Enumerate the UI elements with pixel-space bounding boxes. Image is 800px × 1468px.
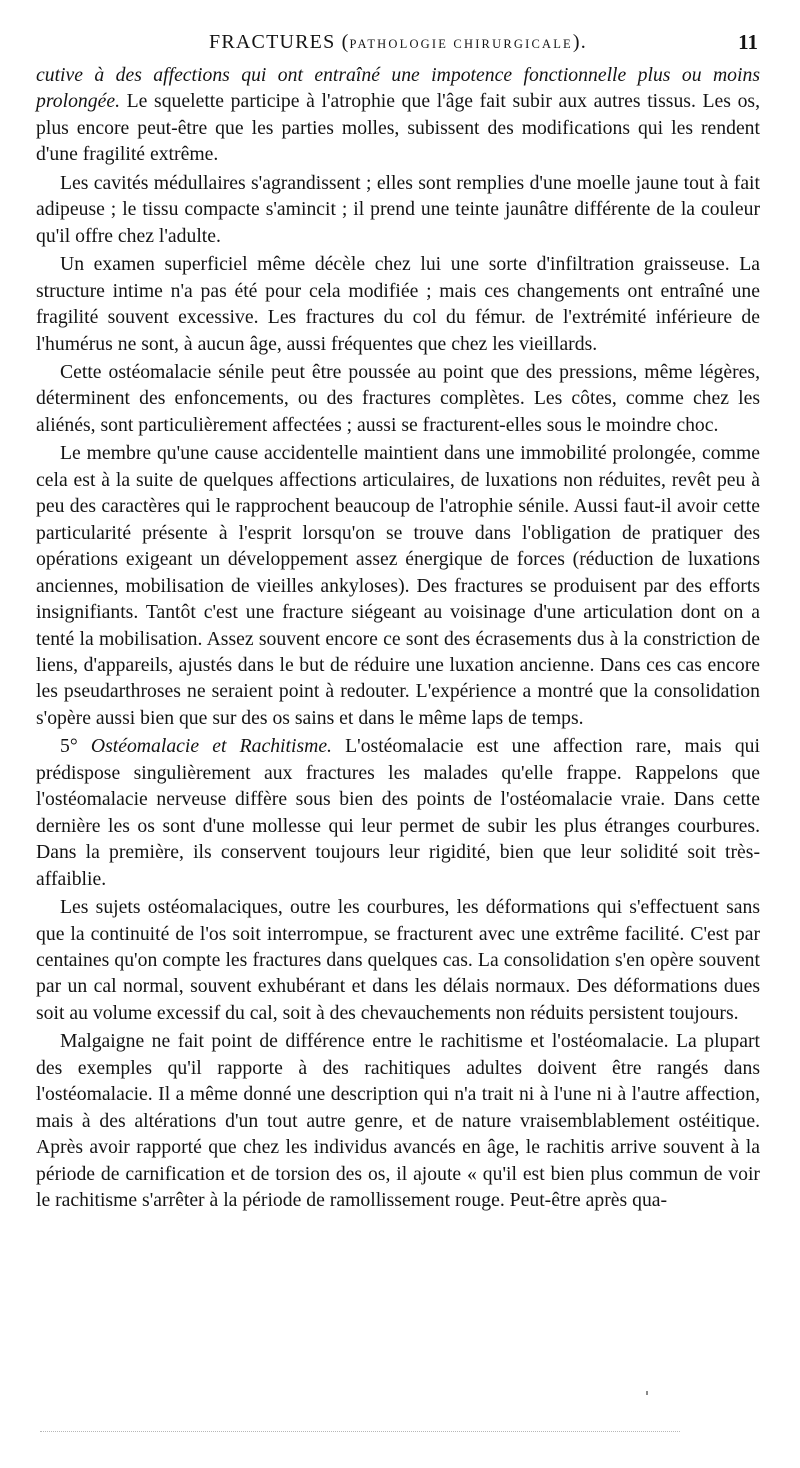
running-title-sub: PATHOLOGIE CHIRURGICALE [349,37,573,51]
bleed-through-rule [40,1431,680,1432]
running-header [36,30,760,56]
page-number: 11 [738,30,758,54]
paragraph-text: L'ostéomalacie est une affection rare, mais qui prédispose singulièrement aux fractures les malades qu'elle frappe. Rappelons que l'ostéomalacie nerveuse diffère sous bien des points de l'ostéomalacie vraie. Dans cette dernière les os sont d'une mollesse qui leur permet de subir les plus étranges courbures. Dans la première, ils conservent toujours leur rigidité, bien que leur solidité soit très-affaiblie. [36,735,760,890]
paragraph [36,894,760,1026]
paragraph [36,1028,760,1213]
italic-lead: cutive à des affections qui ont entraîné une impotence fonctionnelle plus ou moins prolongée. [36,64,760,113]
paragraph-text: Malgaigne ne fait point de différence entre le rachitisme et l'ostéomalacie. La plupart des exemples qu'il rapporte à des rachitiques adultes doivent être rangés dans l'ostéomalacie. Il a même donné une description qui n'a trait ni à l'une ni à l'autre affection, mais à des altérations d'un tout autre genre, et de nature vraisemblablement ostéitique. Après avoir rapporté que chez les individus avancés en âge, le rachitis arrive souvent à la période de carnification et de torsion des os, il ajoute « qu'il est bien plus commun de voir le rachitisme s'arrêter à la période de ramollissement rouge. Peut-être après qua- [36,1030,760,1212]
paragraph-text: Les cavités médullaires s'agrandissent ; elles sont remplies d'une moelle jaune tout à fait adipeuse ; le tissu compacte s'amincit ; il prend une teinte jaunâtre différente de la couleur qu'il offre chez l'adulte. [36,171,760,247]
section-paragraph [36,733,760,892]
paragraph [36,251,760,357]
running-title-main: FRACTURES ( [209,31,350,53]
paragraph [36,440,760,731]
paragraph-text: Le membre qu'une cause accidentelle maintient dans une immobilité prolongée, comme cela est à la suite de quelques affections articulaires, de luxations non réduites, revêt peu à peu des caractères qui le rapprochent beaucoup de l'atrophie sénile. Aussi faut-il avoir cette particularité présente à l'esprit lorsqu'on se trouve dans l'obligation de pratiquer des opérations exigeant un développement assez énergique de forces (réduction de luxations anciennes, mobilisation de vieilles ankyloses). Des fractures se produisent par des efforts insignifiants. Tantôt c'est une fracture siégeant au voisinage d'une articulation dont on a tenté la mobilisation. Assez souvent encore ce sont des écrasements dus à la constriction de liens, d'appareils, ajustés dans le but de réduire une luxation ancienne. Dans ces cas encore les pseudarthroses ne seraient point à redouter. L'expérience a montré que la consolidation s'opère aussi bien que sur des os sains et dans le même laps de temps. [36,442,760,729]
paragraph [36,359,760,438]
paragraph-continuation [36,62,760,168]
running-title-end: ). [572,31,587,53]
paragraph-text: Un examen superficiel même décèle chez lui une sorte d'infiltration graisseuse. La structure intime n'a pas été pour cela modifiée ; mais ces changements ont entraîné une fragilité souvent excessive. Les fractures du col du fémur. de l'extrémité inférieure de l'humérus ne sont, à aucun âge, aussi fréquentes que chez les vieillards. [36,253,760,355]
running-title [36,30,760,56]
body-text [36,62,760,1213]
section-title: Ostéomalacie et Rachitisme. [90,735,332,758]
paragraph-text: Le squelette participe à l'atrophie que l'âge fait subir aux autres tissus. Les os, plus encore peut-être que les parties molles, subissent des modifications qui les rendent d'une fragilité extrême. [36,90,760,166]
section-number: 5° [60,735,91,758]
paragraph [36,170,760,249]
paragraph-text: Les sujets ostéomalaciques, outre les courbures, les déformations qui s'effectuent sans que la continuité de l'os soit interrompue, se fracturent avec une extrême facilité. C'est par centaines qu'on compte les fractures dans quelques cas. La consolidation s'en opère souvent par un cal normal, souvent exhubérant et dans les délais normaux. Des déformations dues soit au volume excessif du cal, soit à des chevauchements non réduits persistent toujours. [36,896,760,1024]
paragraph-text: Cette ostéomalacie sénile peut être poussée au point que des pressions, même légères, déterminent des enfoncements, ou des fractures complètes. Les côtes, comme chez les aliénés, sont particulièrement affectées ; aussi se fracturent-elles sous le moindre choc. [36,360,760,436]
print-speck [646,1391,648,1395]
